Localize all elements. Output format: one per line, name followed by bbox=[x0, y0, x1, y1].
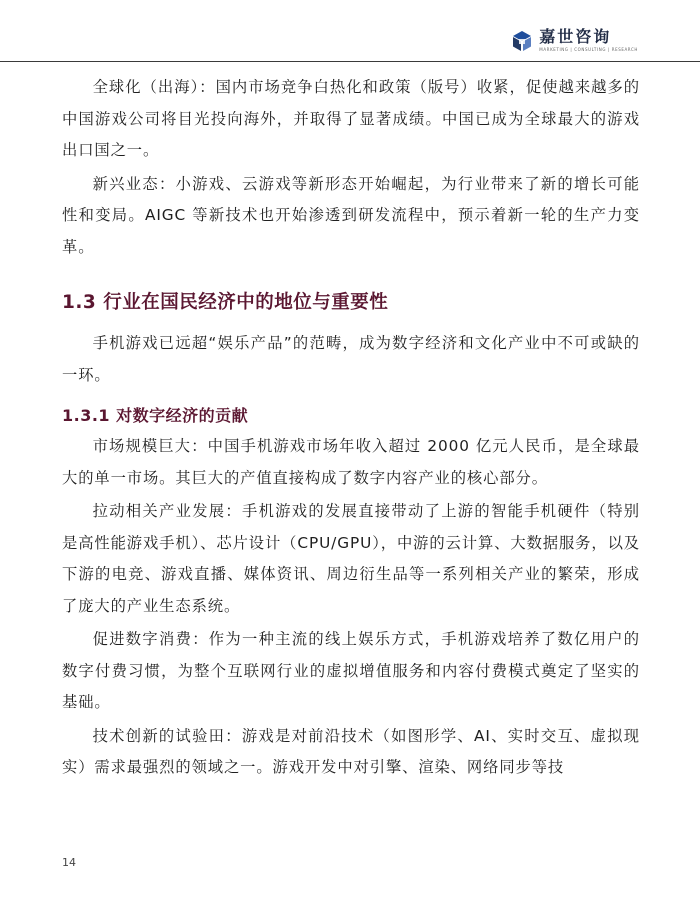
paragraph-new-formats: 新兴业态：小游戏、云游戏等新形态开始崛起，为行业带来了新的增长可能性和变局。AIGC 等新技术也开始渗透到研发流程中，预示着新一轮的生产力变革。 bbox=[62, 174, 640, 256]
section-heading: 1.3 行业在国民经济中的地位与重要性 bbox=[62, 292, 389, 313]
paragraph-globalization: 全球化（出海）：国内市场竞争白热化和政策（版号）收紧，促使越来越多的中国游戏公司将目光投向海外，并取得了显著成绩。中国已成为全球最大的游戏出口国之一。 bbox=[62, 78, 640, 159]
page-body bbox=[62, 72, 640, 786]
company-logo bbox=[511, 28, 638, 53]
page-header bbox=[0, 0, 700, 62]
paragraph-market-scale: 市场规模巨大：中国手机游戏市场年收入超过 2000 亿元人民币，是全球最大的单一市场。其巨大的产值直接构成了数字内容产业的核心部分。 bbox=[62, 437, 640, 487]
paragraph-tech-innovation: 技术创新的试验田：游戏是对前沿技术（如图形学、AI、实时交互、虚拟现实）需求最强烈的领域之一。游戏开发中对引擎、渲染、网络同步等技 bbox=[62, 726, 640, 776]
logo-tagline: MARKETING | CONSULTING | RESEARCH bbox=[539, 47, 638, 52]
geometric-cube-logo-icon bbox=[511, 30, 533, 52]
header-divider bbox=[0, 61, 700, 62]
paragraph-industry-drive: 拉动相关产业发展：手机游戏的发展直接带动了上游的智能手机硬件（特别是高性能游戏手机）、芯片设计（CPU/GPU），中游的云计算、大数据服务，以及下游的电竞、游戏直播、媒体资讯、周边衍生品等一系列相关产业的繁荣，形成了庞大的产业生态系统。 bbox=[62, 502, 640, 615]
subsection-heading: 1.3.1 对数字经济的贡献 bbox=[62, 406, 249, 425]
page-number: 14 bbox=[62, 856, 76, 869]
logo-name: 嘉世咨询 bbox=[539, 27, 612, 46]
paragraph-section-intro: 手机游戏已远超“娱乐产品”的范畴，成为数字经济和文化产业中不可或缺的一环。 bbox=[62, 334, 640, 384]
paragraph-digital-consumption: 促进数字消费：作为一种主流的线上娱乐方式，手机游戏培养了数亿用户的数字付费习惯，为整个互联网行业的虚拟增值服务和内容付费模式奠定了坚实的基础。 bbox=[62, 630, 640, 711]
